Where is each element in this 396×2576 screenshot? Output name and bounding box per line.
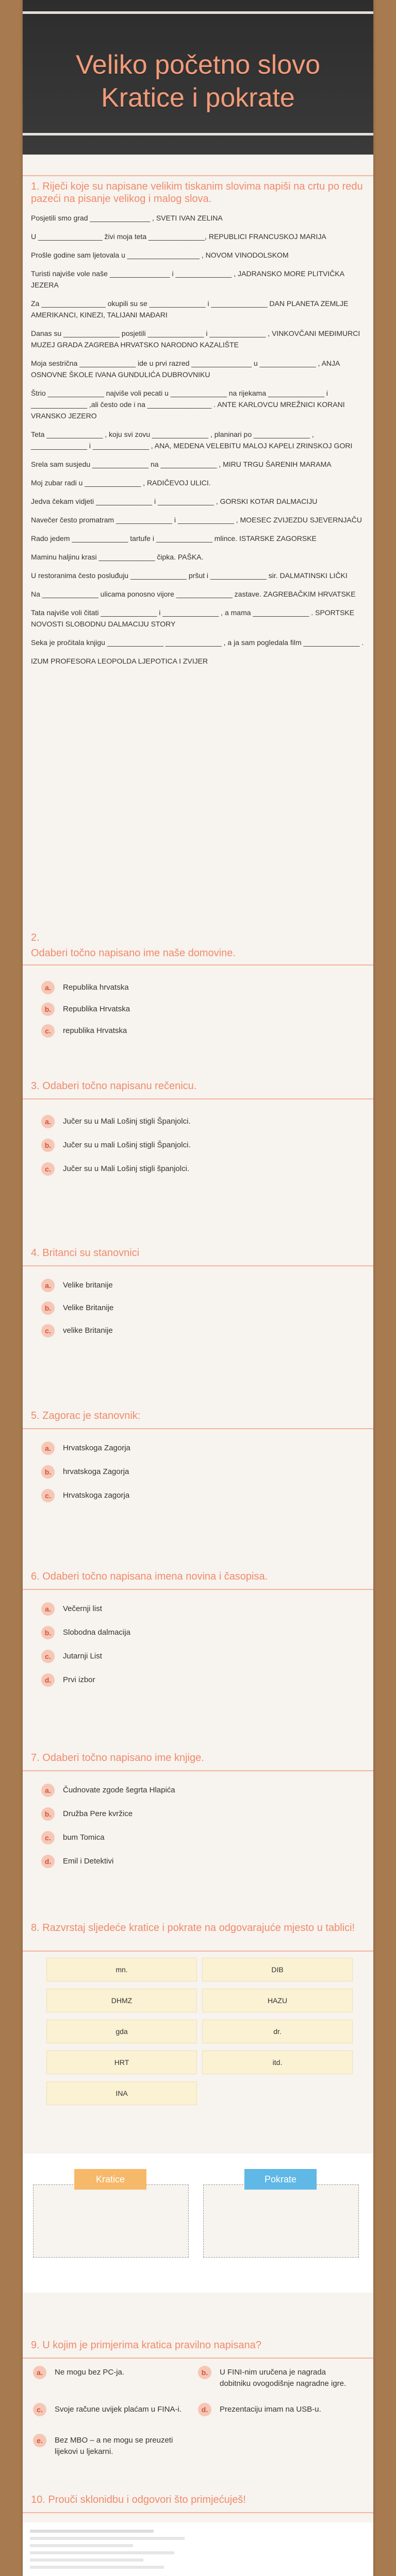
question-4 [23, 1247, 373, 1335]
option-label: Republika hrvatska [63, 983, 129, 992]
question-1-line: Posjetili smo grad _______________ , SVETI IVAN ZELINA [31, 214, 223, 222]
answer-option[interactable] [41, 1463, 351, 1481]
option-label: Prezentaciju imam na USB-u. [220, 2405, 321, 2414]
kratice-dropzone[interactable] [33, 2184, 189, 2258]
question-9-title: 9. U kojim je primjerima kratica pravilno napisana? [31, 2340, 261, 2351]
question-1-line: Teta ______________ , koju svi zovu ______________ , planinari po ______________ , ______________ i ______________ , ANA, MEDENA VELEBITU MALOJ KAPELI ZRINSKOJ GORI [31, 430, 353, 450]
option-label: U FINI-nim uručena je nagrada dobitniku ovogodišnje nagradne igre. [220, 2368, 346, 2388]
option-letter-badge: a. [33, 2366, 46, 2379]
answer-option[interactable] [41, 1624, 351, 1641]
question-1-line: Danas su ______________ posjetili ______________ i ______________ , VINKOVČANI MEĐIMURCI MUZEJ GRADA ZAGREBA HRVATSKO NARODNO KAZALIŠTE [31, 329, 360, 349]
option-letter-badge: b. [41, 1139, 55, 1152]
page-title-line1: Veliko početno slovo [75, 50, 321, 80]
question-1-line: Turisti najviše vole naše _______________ i ______________ , JADRANSKO MORE PLITVIČKA JEZERA [31, 269, 344, 289]
option-letter-badge: a. [41, 1442, 55, 1455]
option-letter-badge: a. [41, 981, 55, 994]
option-label: hrvatskoga Zagorja [63, 1467, 129, 1476]
option-label: Velike britanije [63, 1281, 113, 1290]
option-label: republika Hrvatska [63, 1026, 127, 1035]
option-letter-badge: c. [33, 2403, 46, 2416]
page-title-line2: Kratice i pokrate [101, 83, 295, 113]
sorting-area [23, 2154, 373, 2293]
question-1-line: IZUM PROFESORA LEOPOLDA LJEPOTICA I ZVIJER [31, 657, 208, 665]
question-5 [23, 1410, 373, 1500]
chip-area [23, 1958, 373, 2112]
option-letter-badge: b. [41, 1003, 55, 1016]
answer-option[interactable] [41, 1160, 351, 1178]
option-label: Čudnovate zgode šegrta Hlapića [63, 1786, 175, 1794]
question-1-line: Rado jedem ______________ tartufe i ______________ mlince. ISTARSKE ZAGORSKE [31, 534, 317, 543]
answer-option[interactable] [41, 1277, 351, 1294]
answer-option[interactable] [41, 1600, 351, 1618]
option-letter-badge: d. [41, 1855, 55, 1868]
option-label: Jučer su u Mali Lošinj stigli Španjolci. [63, 1117, 191, 1126]
option-letter-badge: c. [41, 1024, 55, 1038]
option-letter-badge: b. [41, 1301, 55, 1315]
draggable-chip[interactable]: dr. [202, 2020, 353, 2043]
question-6-title: 6. Odaberi točno napisana imena novina i časopisa. [31, 1571, 268, 1582]
answer-option[interactable] [41, 1022, 351, 1040]
option-label: Bez MBO – a ne mogu se preuzeti lijekovi u ljekarni. [55, 2436, 173, 2456]
answer-option[interactable] [41, 1487, 351, 1504]
option-letter-badge: c. [41, 1324, 55, 1337]
option-label: Slobodna dalmacija [63, 1628, 130, 1637]
option-label: Republika Hrvatska [63, 1005, 130, 1013]
question-5-title: 5. Zagorac je stanovnik: [31, 1410, 141, 1421]
draggable-chip[interactable]: gda [46, 2020, 197, 2043]
question-1 [23, 180, 373, 665]
option-label: Jutarnji List [63, 1652, 102, 1660]
option-label: bum Tomica [63, 1833, 105, 1842]
option-label: Prvi izbor [63, 1675, 95, 1684]
header-banner [23, 0, 373, 155]
answer-option[interactable] [41, 1137, 351, 1154]
question-1-line: U restoranima često posluđuju ______________ pršut i ______________ sir. DALMATINSKI LIČKI [31, 571, 348, 580]
option-letter-badge: a. [41, 1115, 55, 1128]
pokrate-dropzone[interactable] [203, 2184, 359, 2258]
option-letter-badge: d. [41, 1673, 55, 1687]
option-label: Jučer su u mali Lošinj stigli Španjolci. [63, 1141, 191, 1149]
question-1-line: Jedva čekam vidjeti ______________ i ______________ , GORSKI KOTAR DALMACIJU [31, 497, 318, 505]
option-label: Hrvatskoga Zagorja [63, 1444, 130, 1452]
draggable-chip[interactable]: mn. [46, 1958, 197, 1981]
option-label: Večernji list [63, 1604, 102, 1613]
question-2-title: Odaberi točno napisano ime naše domovine. [31, 947, 236, 959]
option-label: velike Britanije [63, 1326, 113, 1335]
answer-option[interactable] [41, 1439, 351, 1457]
question-1-line: Prošle godine sam ljetovala u __________________ , NOVOM VINODOLSKOM [31, 251, 289, 259]
option-label: Ne mogu bez PC-ja. [55, 2368, 125, 2377]
answer-option[interactable] [41, 1782, 351, 1799]
answer-option[interactable] [41, 1648, 351, 1665]
answer-option[interactable] [41, 1805, 351, 1823]
question-9 [23, 2339, 373, 2456]
option-label: Jučer su u Mali Lošinj stigli španjolci. [63, 1164, 190, 1173]
question-2-number: 2. [31, 932, 40, 943]
draggable-chip[interactable]: DIB [202, 1958, 353, 1981]
option-letter-badge: c. [41, 1650, 55, 1663]
question-1-line: Štrio ______________ najviše voli pecati u ______________ na rijekama ______________ i ______________ ,ali često ode i na ________________ . ANTE KARLOVCU MREŽNICI KORANI VRANSKO JEZERO [31, 389, 345, 420]
answer-option[interactable] [41, 1322, 351, 1340]
option-letter-badge: e. [33, 2434, 46, 2447]
worksheet-page [23, 0, 373, 2576]
draggable-chip[interactable]: DHMZ [46, 1989, 197, 2012]
answer-option[interactable] [41, 1001, 351, 1018]
option-letter-badge: a. [41, 1602, 55, 1616]
option-letter-badge: c. [41, 1831, 55, 1844]
kratice-banner: Kratice [74, 2169, 146, 2190]
question-7 [23, 1752, 373, 1866]
option-label: Emil i Detektivi [63, 1857, 114, 1866]
question-4-title: 4. Britanci su stanovnici [31, 1247, 140, 1259]
question-1-line: U ________________ živi moja teta ______________, REPUBLICI FRANCUSKOJ MARIJA [31, 232, 326, 241]
question-7-title: 7. Odaberi točno napisano ime knjige. [31, 1752, 204, 1764]
option-letter-badge: b. [198, 2366, 211, 2379]
option-label: Družba Pere kvržice [63, 1809, 133, 1818]
option-letter-badge: b. [41, 1465, 55, 1479]
draggable-chip[interactable]: INA [46, 2081, 197, 2105]
answer-option[interactable] [41, 1113, 351, 1130]
draggable-chip[interactable]: HAZU [202, 1989, 353, 2012]
question-9-options [23, 2366, 373, 2489]
question-1-line: Za ________________ okupili su se ______________ i ______________ DAN PLANETA ZEMLJE AMERIKANCI, KINEZI, TALIJANI MAĐARI [31, 299, 349, 319]
question-3 [23, 1080, 373, 1173]
draggable-chip[interactable]: HRT [46, 2050, 197, 2074]
option-letter-badge: a. [41, 1784, 55, 1797]
question-1-line: Tata najviše voli čitati ______________ i ______________ , a mama ______________ . SPORTSKE NOVOSTI SLOBODNU DALMACIJU STORY [31, 608, 355, 628]
declension-image [23, 2522, 373, 2576]
option-letter-badge: a. [41, 1279, 55, 1292]
question-1-line: Seka je pročitala knjigu ______________ ______________ , a ja sam pogledala film ______________ . [31, 638, 364, 647]
option-letter-badge: b. [41, 1807, 55, 1821]
question-1-line: Moj zubar radi u ______________ , RADIČEVOJ ULICI. [31, 479, 211, 487]
answer-option[interactable] [41, 979, 351, 996]
answer-option[interactable] [41, 1829, 351, 1846]
answer-option[interactable] [41, 1853, 351, 1870]
option-letter-badge: b. [41, 1626, 55, 1639]
question-1-line: Srela sam susjedu ______________ na ______________ , MIRU TRGU ŠARENIH MARAMA [31, 460, 332, 468]
option-letter-badge: d. [198, 2403, 211, 2416]
question-10 [23, 2494, 373, 2506]
question-10-title: 10. Prouči sklonidbu i odgovori što primjećuješ! [31, 2494, 246, 2505]
question-1-line: Maminu haljinu krasi ______________ čipka. PAŠKA. [31, 553, 204, 561]
question-8-title: 8. Razvrstaj sljedeće kratice i pokrate na odgovarajuće mjesto u tablici! [31, 1922, 355, 1934]
option-label: Svoje račune uvijek plaćam u FINA-i. [55, 2405, 182, 2414]
question-3-title: 3. Odaberi točno napisanu rečenicu. [31, 1080, 197, 1092]
option-letter-badge: c. [41, 1489, 55, 1502]
question-1-line: Moja sestrična ______________ ide u prvi razred _______________ u ______________ , ANJA OSNOVNE ŠKOLE IVANA GUNDULIĆA DUBROVNIKU [31, 359, 340, 379]
question-1-line: Na ______________ ulicama ponosno vijore ______________ zastave. ZAGREBAČKIM HRVATSKE [31, 590, 356, 598]
option-letter-badge: c. [41, 1162, 55, 1176]
option-label: Hrvatskoga zagorja [63, 1491, 130, 1500]
question-1-text [23, 212, 373, 674]
answer-option[interactable] [41, 1299, 351, 1317]
pokrate-banner: Pokrate [244, 2169, 317, 2190]
question-1-line: Navečer često promatram ______________ i ______________ , MOESEC ZVIJEZDU SJEVERNJAČU [31, 516, 362, 524]
question-6 [23, 1570, 373, 1684]
option-label: Velike Britanije [63, 1303, 114, 1312]
question-1-title: 1. Riječi koje su napisane velikim tiskanim slovima napiši na crtu po redu pazeći na pisanje velikog i malog slova. [31, 181, 363, 205]
question-8 [23, 1922, 373, 2184]
answer-option[interactable] [41, 1671, 351, 1689]
draggable-chip[interactable]: itd. [202, 2050, 353, 2074]
question-2 [23, 931, 373, 1035]
